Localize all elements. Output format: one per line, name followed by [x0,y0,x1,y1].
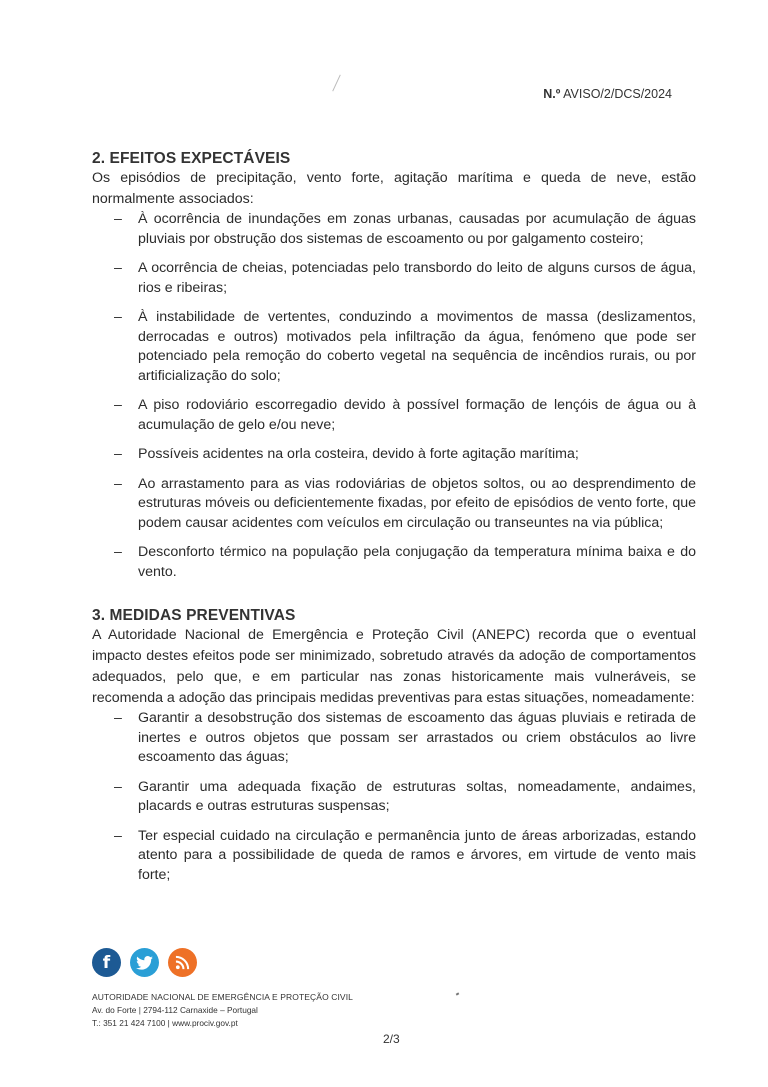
rss-icon[interactable] [168,948,197,977]
list-item-text: Desconforto térmico na população pela conjugação da temperatura mínima baixa e do vento. [138,544,696,580]
effects-list [92,210,696,582]
dash-marker: – [114,475,122,492]
dash-marker: – [114,446,122,462]
measures-list [92,709,696,885]
list-item-text: Garantir uma adequada fixação de estruturas soltas, nomeadamente, andaimes, placards e outras estruturas suspensas; [138,778,696,814]
list-item-text: Garantir a desobstrução dos sistemas de escoamento das águas pluviais e retirada de inertes e outros objetos que possam ser arrastados ou criem obstáculos ao livre escoamento das águas; [138,710,696,765]
twitter-bird-icon [136,956,153,970]
page-number: 2/3 [383,1032,400,1046]
document-reference [543,87,672,101]
list-item [92,396,696,435]
list-item [92,308,696,386]
list-item-text: Possíveis acidentes na orla costeira, devido à forte agitação marítima; [138,446,579,462]
document-body [92,150,696,895]
list-item-text: Ter especial cuidado na circulação e permanência junto de áreas arborizadas, estando atento para a possibilidade de queda de ramos e árvores, em virtude de vento mais forte; [138,827,696,883]
list-item [92,259,696,298]
dash-marker: – [114,827,122,844]
social-links [92,948,353,977]
list-item-text: A piso rodoviário escorregadio devido à possível formação de lençóis de água ou à acumulação de gelo e/ou neve; [138,397,696,433]
rss-feed-icon [175,955,190,970]
scan-mark [332,75,341,92]
dash-marker: – [114,778,122,795]
dash-marker: – [114,260,122,276]
scan-speck [456,992,460,995]
facebook-icon[interactable] [92,948,121,977]
list-item [92,827,696,886]
list-item [92,543,696,582]
footer-street-address: Av. do Forte | 2794-112 Carnaxide – Portugal [92,1005,258,1015]
list-item [92,709,696,768]
list-item-text: À ocorrência de inundações em zonas urbanas, causadas por acumulação de águas pluviais por obstrução dos sistemas de escoamento ou por galgamento costeiro; [138,211,696,247]
section-title-measures: 3. MEDIDAS PREVENTIVAS [92,607,296,624]
measures-intro: A Autoridade Nacional de Emergência e Proteção Civil (ANEPC) recorda que o eventual impacto destes efeitos pode ser minimizado, sobretudo através da adoção de comportamentos adequados, pelo que, e em particular nas zonas historicamente mais vulneráveis, se recomenda a adoção das principais medidas preventivas para estas situações, nomeadamente: [92,627,696,706]
list-item-text: A ocorrência de cheias, potenciadas pelo transbordo do leito de alguns cursos de água, rios e ribeiras; [138,260,696,296]
twitter-icon[interactable] [130,948,159,977]
dash-marker: – [114,309,122,325]
section-title-effects: 2. EFEITOS EXPECTÁVEIS [92,150,291,167]
page-footer [92,948,353,1030]
reference-prefix: N.º [543,87,561,101]
list-item [92,210,696,249]
dash-marker: – [114,211,122,227]
list-item [92,778,696,817]
list-item-text: À instabilidade de vertentes, conduzindo a movimentos de massa (deslizamentos, derrocadas e outros) motivados pela infiltração da água, fenómeno que pode ser potenciado pela remoção do coberto vegetal na sequência de incêndios rurais, ou por artificialização do solo; [138,309,696,384]
footer-organization: AUTORIDADE NACIONAL DE EMERGÊNCIA E PROTEÇÃO CIVIL [92,992,353,1002]
list-item [92,475,696,534]
dash-marker: – [114,710,122,726]
facebook-glyph: f [102,952,111,973]
dash-marker: – [114,544,122,560]
list-item [92,445,696,465]
dash-marker: – [114,397,122,413]
list-item-text: Ao arrastamento para as vias rodoviárias de objetos soltos, ou ao desprendimento de estruturas móveis ou deficientemente fixadas, por efeito de episódios de vento forte, que podem causar acidentes com veículos em circulação ou transeuntes na via pública; [138,475,696,531]
effects-intro: Os episódios de precipitação, vento forte, agitação marítima e queda de neve, estão normalmente associados: [92,170,696,207]
footer-contact: T.: 351 21 424 7100 | www.prociv.gov.pt [92,1018,238,1028]
reference-code: AVISO/2/DCS/2024 [563,87,672,101]
footer-address [92,991,353,1030]
